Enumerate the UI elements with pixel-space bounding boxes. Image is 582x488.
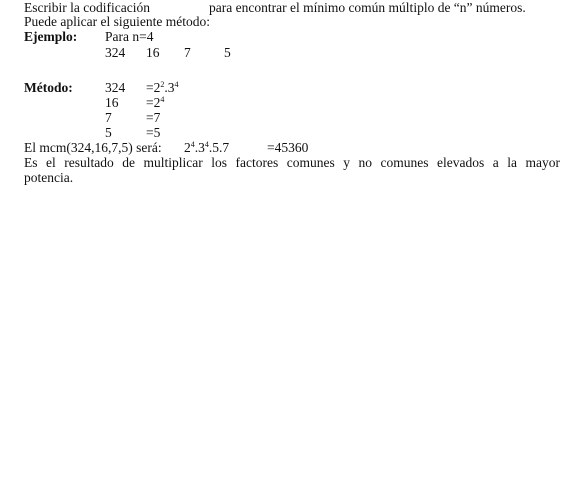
method-row-number: 16 xyxy=(105,95,119,110)
method-row-number: 5 xyxy=(105,125,112,140)
explanation-line-2: potencia. xyxy=(24,170,74,185)
example-number: 324 xyxy=(105,45,126,60)
example-header: Para n=4 xyxy=(105,29,154,44)
result-value: =45360 xyxy=(267,140,309,155)
intro-text-end: para encontrar el mínimo común múltiplo de “n” números. xyxy=(209,0,526,15)
intro-method-line: Puede aplicar el siguiente método: xyxy=(24,14,210,29)
example-label: Ejemplo: xyxy=(24,29,78,44)
method-label: Método: xyxy=(24,80,73,95)
method-row-factorization: =7 xyxy=(146,110,161,125)
method-row-factorization: $=2^2.3^4$ xyxy=(146,80,179,95)
method-row-factorization: $=2^4$ xyxy=(146,95,165,110)
method-row-number: 7 xyxy=(105,110,112,125)
result-factorization: $2^4.3^4.5.7$ xyxy=(184,140,230,155)
method-row-number: 324 xyxy=(105,80,126,95)
method-row-factorization: =5 xyxy=(146,125,161,140)
example-number: 7 xyxy=(184,45,191,60)
result-label: El mcm(324,16,7,5) será: xyxy=(24,140,162,155)
example-number: 5 xyxy=(224,45,231,60)
intro-text-start: Escribir la codificación xyxy=(24,0,150,15)
explanation-line-1: Es el resultado de multiplicar los factores comunes y no comunes elevados a la mayor xyxy=(24,155,560,170)
example-number: 16 xyxy=(146,45,160,60)
